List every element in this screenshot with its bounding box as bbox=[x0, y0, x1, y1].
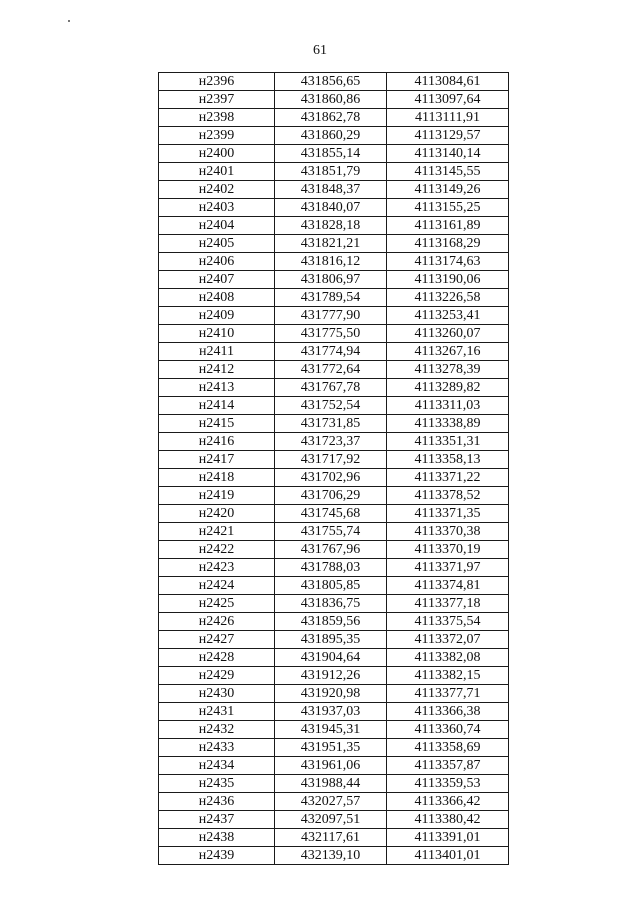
x-coordinate-cell: 431702,96 bbox=[275, 469, 387, 487]
x-coordinate-cell: 431855,14 bbox=[275, 145, 387, 163]
y-coordinate-cell: 4113145,55 bbox=[387, 163, 509, 181]
y-coordinate-cell: 4113174,63 bbox=[387, 253, 509, 271]
table-row bbox=[159, 163, 509, 181]
point-id-cell: н2439 bbox=[159, 847, 275, 865]
x-coordinate-cell: 431988,44 bbox=[275, 775, 387, 793]
x-coordinate-cell: 431840,07 bbox=[275, 199, 387, 217]
table-row bbox=[159, 739, 509, 757]
point-id-cell: н2398 bbox=[159, 109, 275, 127]
y-coordinate-cell: 4113370,38 bbox=[387, 523, 509, 541]
x-coordinate-cell: 431836,75 bbox=[275, 595, 387, 613]
table-row bbox=[159, 631, 509, 649]
y-coordinate-cell: 4113375,54 bbox=[387, 613, 509, 631]
table-row bbox=[159, 307, 509, 325]
x-coordinate-cell: 431777,90 bbox=[275, 307, 387, 325]
table-row bbox=[159, 433, 509, 451]
y-coordinate-cell: 4113374,81 bbox=[387, 577, 509, 595]
y-coordinate-cell: 4113351,31 bbox=[387, 433, 509, 451]
x-coordinate-cell: 431904,64 bbox=[275, 649, 387, 667]
point-id-cell: н2436 bbox=[159, 793, 275, 811]
y-coordinate-cell: 4113311,03 bbox=[387, 397, 509, 415]
x-coordinate-cell: 431774,94 bbox=[275, 343, 387, 361]
table-row bbox=[159, 181, 509, 199]
point-id-cell: н2399 bbox=[159, 127, 275, 145]
y-coordinate-cell: 4113360,74 bbox=[387, 721, 509, 739]
table-row bbox=[159, 577, 509, 595]
point-id-cell: н2402 bbox=[159, 181, 275, 199]
y-coordinate-cell: 4113377,18 bbox=[387, 595, 509, 613]
x-coordinate-cell: 432097,51 bbox=[275, 811, 387, 829]
table-row bbox=[159, 361, 509, 379]
point-id-cell: н2418 bbox=[159, 469, 275, 487]
x-coordinate-cell: 431767,96 bbox=[275, 541, 387, 559]
point-id-cell: н2426 bbox=[159, 613, 275, 631]
point-id-cell: н2403 bbox=[159, 199, 275, 217]
table-row bbox=[159, 685, 509, 703]
y-coordinate-cell: 4113358,69 bbox=[387, 739, 509, 757]
table-row bbox=[159, 343, 509, 361]
point-id-cell: н2434 bbox=[159, 757, 275, 775]
point-id-cell: н2410 bbox=[159, 325, 275, 343]
table-row bbox=[159, 109, 509, 127]
y-coordinate-cell: 4113161,89 bbox=[387, 217, 509, 235]
table-row bbox=[159, 253, 509, 271]
x-coordinate-cell: 431816,12 bbox=[275, 253, 387, 271]
point-id-cell: н2433 bbox=[159, 739, 275, 757]
x-coordinate-cell: 431860,86 bbox=[275, 91, 387, 109]
y-coordinate-cell: 4113366,42 bbox=[387, 793, 509, 811]
point-id-cell: н2406 bbox=[159, 253, 275, 271]
point-id-cell: н2422 bbox=[159, 541, 275, 559]
point-id-cell: н2430 bbox=[159, 685, 275, 703]
x-coordinate-cell: 431860,29 bbox=[275, 127, 387, 145]
point-id-cell: н2401 bbox=[159, 163, 275, 181]
y-coordinate-cell: 4113149,26 bbox=[387, 181, 509, 199]
point-id-cell: н2421 bbox=[159, 523, 275, 541]
point-id-cell: н2438 bbox=[159, 829, 275, 847]
page-number: 61 bbox=[313, 43, 327, 58]
table-row bbox=[159, 325, 509, 343]
table-row bbox=[159, 235, 509, 253]
x-coordinate-cell: 431895,35 bbox=[275, 631, 387, 649]
table-row bbox=[159, 451, 509, 469]
x-coordinate-cell: 431745,68 bbox=[275, 505, 387, 523]
table-row bbox=[159, 703, 509, 721]
point-id-cell: н2423 bbox=[159, 559, 275, 577]
table-row bbox=[159, 649, 509, 667]
point-id-cell: н2428 bbox=[159, 649, 275, 667]
table-row bbox=[159, 721, 509, 739]
y-coordinate-cell: 4113359,53 bbox=[387, 775, 509, 793]
y-coordinate-cell: 4113190,06 bbox=[387, 271, 509, 289]
table-row bbox=[159, 289, 509, 307]
table-row bbox=[159, 127, 509, 145]
point-id-cell: н2417 bbox=[159, 451, 275, 469]
y-coordinate-cell: 4113253,41 bbox=[387, 307, 509, 325]
scan-speck bbox=[68, 20, 70, 22]
y-coordinate-cell: 4113401,01 bbox=[387, 847, 509, 865]
y-coordinate-cell: 4113129,57 bbox=[387, 127, 509, 145]
table-row bbox=[159, 793, 509, 811]
point-id-cell: н2405 bbox=[159, 235, 275, 253]
x-coordinate-cell: 431912,26 bbox=[275, 667, 387, 685]
x-coordinate-cell: 431789,54 bbox=[275, 289, 387, 307]
table-row bbox=[159, 73, 509, 91]
table-row bbox=[159, 487, 509, 505]
y-coordinate-cell: 4113084,61 bbox=[387, 73, 509, 91]
point-id-cell: н2396 bbox=[159, 73, 275, 91]
point-id-cell: н2425 bbox=[159, 595, 275, 613]
y-coordinate-cell: 4113391,01 bbox=[387, 829, 509, 847]
y-coordinate-cell: 4113366,38 bbox=[387, 703, 509, 721]
y-coordinate-cell: 4113358,13 bbox=[387, 451, 509, 469]
x-coordinate-cell: 432117,61 bbox=[275, 829, 387, 847]
table-row bbox=[159, 199, 509, 217]
y-coordinate-cell: 4113140,14 bbox=[387, 145, 509, 163]
point-id-cell: н2431 bbox=[159, 703, 275, 721]
y-coordinate-cell: 4113371,97 bbox=[387, 559, 509, 577]
point-id-cell: н2404 bbox=[159, 217, 275, 235]
point-id-cell: н2415 bbox=[159, 415, 275, 433]
y-coordinate-cell: 4113289,82 bbox=[387, 379, 509, 397]
y-coordinate-cell: 4113377,71 bbox=[387, 685, 509, 703]
y-coordinate-cell: 4113168,29 bbox=[387, 235, 509, 253]
table-row bbox=[159, 505, 509, 523]
point-id-cell: н2420 bbox=[159, 505, 275, 523]
x-coordinate-cell: 431937,03 bbox=[275, 703, 387, 721]
table-row bbox=[159, 757, 509, 775]
point-id-cell: н2432 bbox=[159, 721, 275, 739]
table-row bbox=[159, 415, 509, 433]
y-coordinate-cell: 4113357,87 bbox=[387, 757, 509, 775]
x-coordinate-cell: 431717,92 bbox=[275, 451, 387, 469]
coordinates-table bbox=[158, 72, 509, 865]
point-id-cell: н2407 bbox=[159, 271, 275, 289]
table-row bbox=[159, 541, 509, 559]
x-coordinate-cell: 431731,85 bbox=[275, 415, 387, 433]
point-id-cell: н2437 bbox=[159, 811, 275, 829]
table-row bbox=[159, 91, 509, 109]
x-coordinate-cell: 431961,06 bbox=[275, 757, 387, 775]
x-coordinate-cell: 431723,37 bbox=[275, 433, 387, 451]
table-row bbox=[159, 667, 509, 685]
table-row bbox=[159, 523, 509, 541]
y-coordinate-cell: 4113370,19 bbox=[387, 541, 509, 559]
table-row bbox=[159, 775, 509, 793]
point-id-cell: н2424 bbox=[159, 577, 275, 595]
y-coordinate-cell: 4113097,64 bbox=[387, 91, 509, 109]
y-coordinate-cell: 4113267,16 bbox=[387, 343, 509, 361]
x-coordinate-cell: 431788,03 bbox=[275, 559, 387, 577]
x-coordinate-cell: 431920,98 bbox=[275, 685, 387, 703]
point-id-cell: н2412 bbox=[159, 361, 275, 379]
table-row bbox=[159, 469, 509, 487]
table-row bbox=[159, 613, 509, 631]
x-coordinate-cell: 431945,31 bbox=[275, 721, 387, 739]
x-coordinate-cell: 431951,35 bbox=[275, 739, 387, 757]
y-coordinate-cell: 4113111,91 bbox=[387, 109, 509, 127]
x-coordinate-cell: 432139,10 bbox=[275, 847, 387, 865]
x-coordinate-cell: 431862,78 bbox=[275, 109, 387, 127]
x-coordinate-cell: 431828,18 bbox=[275, 217, 387, 235]
x-coordinate-cell: 431752,54 bbox=[275, 397, 387, 415]
x-coordinate-cell: 431848,37 bbox=[275, 181, 387, 199]
table-row bbox=[159, 595, 509, 613]
y-coordinate-cell: 4113226,58 bbox=[387, 289, 509, 307]
x-coordinate-cell: 431821,21 bbox=[275, 235, 387, 253]
x-coordinate-cell: 431755,74 bbox=[275, 523, 387, 541]
point-id-cell: н2419 bbox=[159, 487, 275, 505]
point-id-cell: н2400 bbox=[159, 145, 275, 163]
point-id-cell: н2411 bbox=[159, 343, 275, 361]
x-coordinate-cell: 431772,64 bbox=[275, 361, 387, 379]
y-coordinate-cell: 4113382,08 bbox=[387, 649, 509, 667]
table-row bbox=[159, 379, 509, 397]
y-coordinate-cell: 4113338,89 bbox=[387, 415, 509, 433]
table-row bbox=[159, 811, 509, 829]
y-coordinate-cell: 4113371,22 bbox=[387, 469, 509, 487]
y-coordinate-cell: 4113380,42 bbox=[387, 811, 509, 829]
table-row bbox=[159, 271, 509, 289]
y-coordinate-cell: 4113371,35 bbox=[387, 505, 509, 523]
x-coordinate-cell: 431767,78 bbox=[275, 379, 387, 397]
point-id-cell: н2414 bbox=[159, 397, 275, 415]
x-coordinate-cell: 431856,65 bbox=[275, 73, 387, 91]
x-coordinate-cell: 432027,57 bbox=[275, 793, 387, 811]
x-coordinate-cell: 431805,85 bbox=[275, 577, 387, 595]
point-id-cell: н2397 bbox=[159, 91, 275, 109]
x-coordinate-cell: 431806,97 bbox=[275, 271, 387, 289]
point-id-cell: н2427 bbox=[159, 631, 275, 649]
y-coordinate-cell: 4113378,52 bbox=[387, 487, 509, 505]
y-coordinate-cell: 4113372,07 bbox=[387, 631, 509, 649]
table-row bbox=[159, 829, 509, 847]
table-row bbox=[159, 847, 509, 865]
point-id-cell: н2416 bbox=[159, 433, 275, 451]
x-coordinate-cell: 431851,79 bbox=[275, 163, 387, 181]
x-coordinate-cell: 431706,29 bbox=[275, 487, 387, 505]
x-coordinate-cell: 431859,56 bbox=[275, 613, 387, 631]
table-row bbox=[159, 145, 509, 163]
table-row bbox=[159, 559, 509, 577]
x-coordinate-cell: 431775,50 bbox=[275, 325, 387, 343]
y-coordinate-cell: 4113155,25 bbox=[387, 199, 509, 217]
y-coordinate-cell: 4113260,07 bbox=[387, 325, 509, 343]
table-row bbox=[159, 217, 509, 235]
y-coordinate-cell: 4113382,15 bbox=[387, 667, 509, 685]
table-row bbox=[159, 397, 509, 415]
point-id-cell: н2429 bbox=[159, 667, 275, 685]
point-id-cell: н2408 bbox=[159, 289, 275, 307]
point-id-cell: н2413 bbox=[159, 379, 275, 397]
coordinates-table-body bbox=[159, 73, 509, 865]
y-coordinate-cell: 4113278,39 bbox=[387, 361, 509, 379]
point-id-cell: н2409 bbox=[159, 307, 275, 325]
point-id-cell: н2435 bbox=[159, 775, 275, 793]
